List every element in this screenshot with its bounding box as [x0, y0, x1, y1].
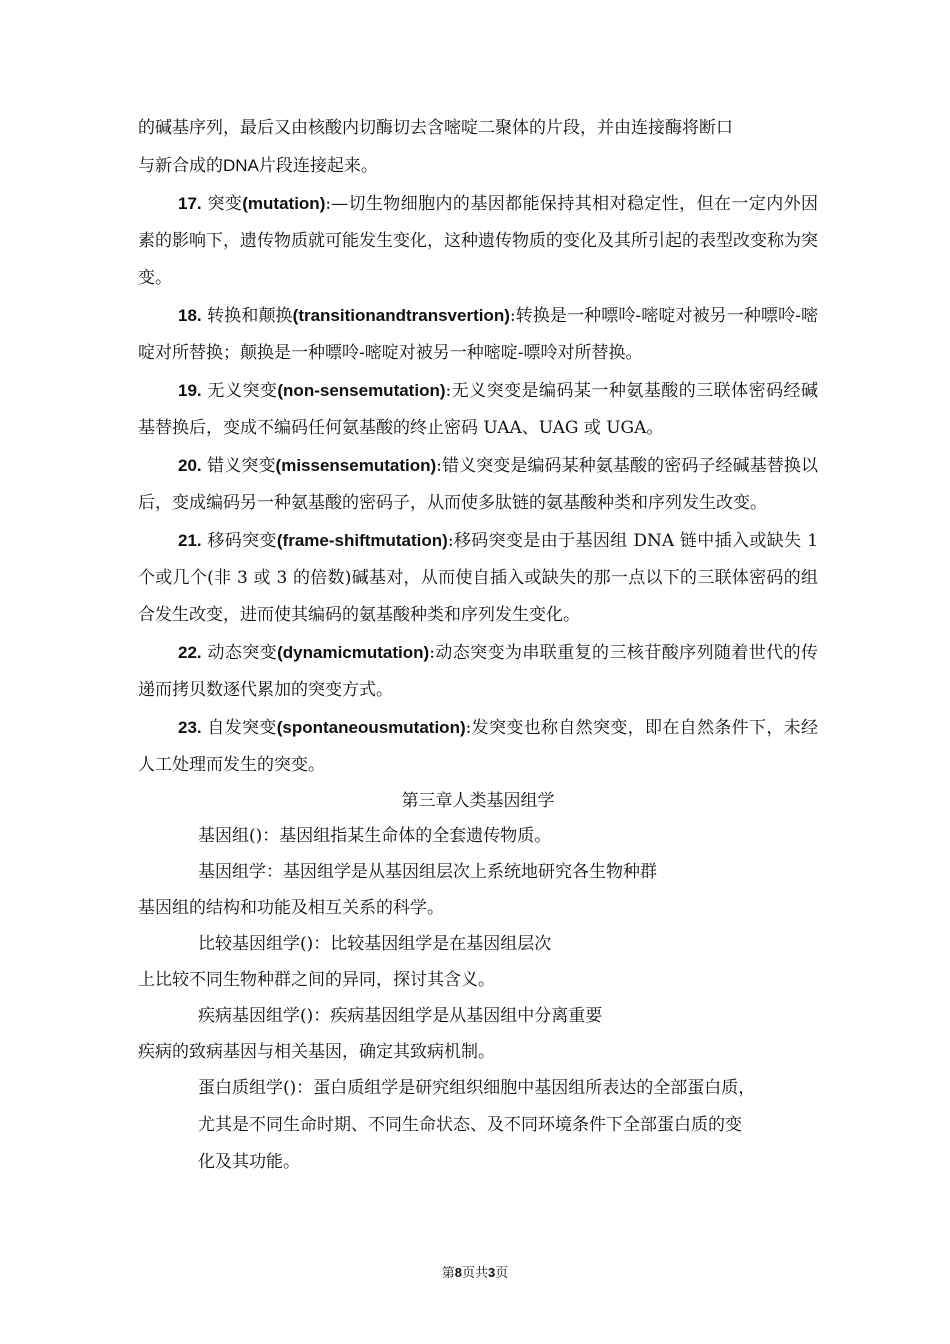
footer-prefix: 第 [441, 1266, 455, 1281]
term-body: :错义突变是编码某种氨基酸的密码子经碱基替换以后，变成编码另一种氨基酸的密码子，从而使多肽链的氨基酸种类和序列发生改变。 [138, 456, 819, 513]
term-title: 移码突变 [207, 531, 277, 551]
proteomics-line-2: 尤其是不同生命时期、不同生命状态、及不同环境条件下全部蛋白质的变 [198, 1115, 742, 1135]
term-title: 自发突变 [207, 718, 277, 738]
term-body: :无义突变是编码某一种氨基酸的三联体密码经碱基替换后，变成不编码任何氨基酸的终止密码 UAA、UAG 或 UGA。 [138, 381, 819, 438]
term-english: (spontaneousmutation) [276, 718, 466, 737]
term-english: (mutation) [242, 194, 326, 213]
term-english: (dynamicmutation) [277, 643, 430, 662]
intro-line-1: 的碱基序列，最后又由核酸内切酶切去含嘧啶二聚体的片段，并由连接酶将断口 [138, 118, 733, 138]
term-number: 22. [178, 643, 202, 662]
footer-suffix: 页 [495, 1266, 509, 1281]
genome-definition: 基因组()：基因组指某生命体的全套遗传物质。 [198, 826, 552, 846]
genomics-definition-line-1: 基因组学：基因组学是从基因组层次上系统地研究各生物种群 [198, 862, 657, 882]
term-english: (missensemutation) [275, 456, 437, 475]
term-number: 19. [178, 381, 202, 400]
genomics-definition-line-2: 基因组的结构和功能及相互关系的科学。 [138, 898, 444, 918]
term-number: 20. [178, 456, 202, 475]
proteomics-line-3: 化及其功能。 [198, 1152, 300, 1172]
body-text [138, 110, 818, 1181]
term-title: 动态突变 [207, 643, 278, 663]
chapter-heading: 第三章人类基因组学 [401, 791, 555, 811]
intro-dna: DNA [223, 156, 259, 175]
term-english: (non-sensemutation) [277, 381, 446, 400]
intro-line-2b: 片段连接起来。 [258, 156, 378, 176]
term-body: :发突变也称自然突变，即在自然条件下，未经人工处理而发生的突变。 [138, 718, 819, 775]
disease-genomics-line-2: 疾病的致病基因与相关基因，确定其致病机制。 [138, 1042, 495, 1062]
comparative-genomics-line-1: 比较基因组学()：比较基因组学是在基因组层次 [198, 934, 552, 954]
page-footer [0, 1262, 950, 1281]
proteomics-line-1: 蛋白质组学()：蛋白质组学是研究组织细胞中基因组所表达的全部蛋白质， [198, 1078, 756, 1098]
term-number: 21. [178, 531, 202, 550]
term-english: (frame-shiftmutation) [276, 531, 448, 550]
term-body: :—切生物细胞内的基因都能保持其相对稳定性，但在一定内外因素的影响下，遗传物质就可能发生变化，这种遗传物质的变化及其所引起的表型改变称为突变。 [138, 194, 818, 288]
term-title: 转换和颠换 [207, 306, 293, 326]
term-paragraph-19 [138, 372, 818, 447]
term-number: 18. [178, 306, 202, 325]
term-paragraph-22 [138, 634, 818, 709]
term-title: 无义突变 [207, 381, 278, 401]
term-paragraph-17 [138, 185, 818, 297]
disease-genomics-line-1: 疾病基因组学()：疾病基因组学是从基因组中分离重要 [198, 1006, 603, 1026]
intro-paragraph [138, 110, 818, 185]
footer-total-pages: 3 [488, 1265, 496, 1280]
term-number: 17. [178, 194, 202, 213]
term-paragraph-18 [138, 297, 818, 372]
term-title: 错义突变 [207, 456, 276, 476]
term-english: (transitionandtransvertion) [292, 306, 510, 325]
term-body: :转换是一种嘌呤-嘧啶对被另一种嘌呤-嘧啶对所替换；颠换是一种嘌呤-嘧啶对被另一种嘧啶-嘌呤对所替换。 [138, 306, 819, 363]
term-body: :移码突变是由于基因组 DNA 链中插入或缺失 1 个或几个(非 3 或 3 的倍数)碱基对，从而使自插入或缺失的那一点以下的三联体密码的组合发生改变，进而使其编码的氨基酸种类和序列发生变化。 [138, 531, 819, 625]
footer-middle: 页共 [461, 1266, 488, 1281]
term-paragraph-20 [138, 447, 818, 522]
term-paragraph-21 [138, 522, 818, 634]
comparative-genomics-line-2: 上比较不同生物种群之间的异同，探讨其含义。 [138, 970, 495, 990]
intro-line-2a: 与新合成的 [138, 156, 223, 176]
footer-page-number: 8 [454, 1265, 462, 1280]
term-title: 突变 [207, 194, 243, 214]
term-paragraph-23 [138, 709, 818, 784]
term-body: :动态突变为串联重复的三核苷酸序列随着世代的传递而拷贝数逐代累加的突变方式。 [138, 643, 819, 700]
term-number: 23. [178, 718, 202, 737]
